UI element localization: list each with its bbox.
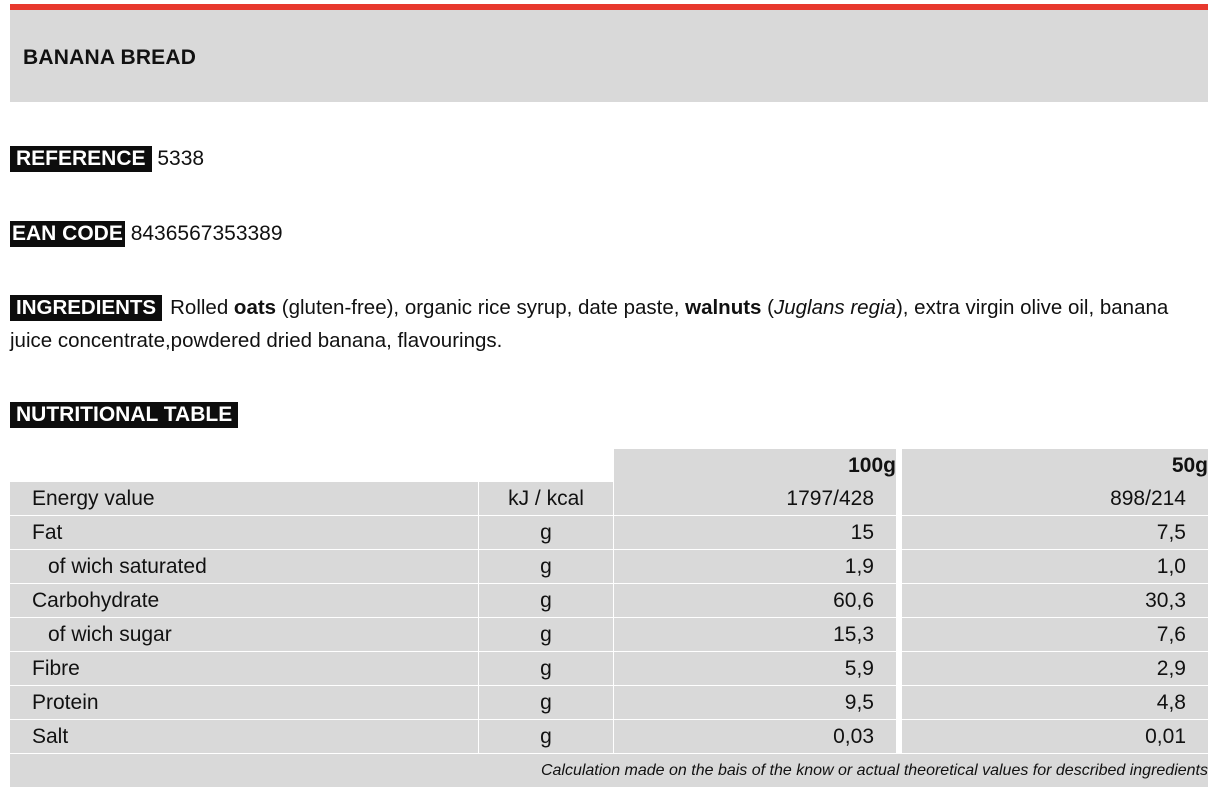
nutrient-unit: g: [479, 550, 614, 584]
ingredients-text-2: (gluten-free), organic rice syrup, date paste,: [276, 296, 686, 319]
value-50g: 30,3: [902, 584, 1208, 618]
ingredients-text-4: ), extra virgin olive oil, banana juice concentrate,powdered dried banana, flavourings.: [10, 296, 1169, 352]
nutrient-name: Carbohydrate: [10, 584, 479, 618]
table-row: [10, 482, 1208, 516]
ingredients-text-3: (: [761, 296, 774, 319]
value-100g: 15,3: [614, 618, 902, 652]
value-50g: 2,9: [902, 652, 1208, 686]
reference-label: REFERENCE: [10, 146, 152, 172]
ingredients-latin-name: Juglans regia: [774, 296, 896, 319]
value-100g: 15: [614, 516, 902, 550]
table-row: [10, 584, 1208, 618]
table-row: [10, 652, 1208, 686]
nutrient-unit: g: [479, 584, 614, 618]
calculation-note: Calculation made on the bais of the know or actual theoretical values for described ingredients: [10, 754, 1208, 787]
ingredients-text-1: Rolled: [170, 296, 234, 319]
header-blank: [10, 449, 614, 482]
nutrition-header-row: [10, 449, 1208, 482]
header-50g: 50g: [902, 449, 1208, 482]
value-100g: 0,03: [614, 720, 902, 754]
value-50g: 898/214: [902, 482, 1208, 516]
nutrient-name: Fibre: [10, 652, 479, 686]
nutrient-name: Energy value: [10, 482, 479, 516]
ingredients-oats: oats: [233, 296, 277, 319]
value-100g: 9,5: [614, 686, 902, 720]
value-50g: 7,6: [902, 618, 1208, 652]
value-50g: 1,0: [902, 550, 1208, 584]
ean-value: 8436567353389: [130, 222, 283, 245]
value-100g: 1,9: [614, 550, 902, 584]
nutrient-name: Protein: [10, 686, 479, 720]
header-100g: 100g: [614, 449, 902, 482]
value-50g: 4,8: [902, 686, 1208, 720]
nutrient-unit: kJ / kcal: [479, 482, 614, 516]
value-100g: 5,9: [614, 652, 902, 686]
nutrient-name: Fat: [10, 516, 479, 550]
nutrient-name: Salt: [10, 720, 479, 754]
nutrient-unit: g: [479, 720, 614, 754]
table-row: [10, 516, 1208, 550]
table-row: [10, 720, 1208, 754]
ingredients-walnuts: walnuts: [685, 296, 762, 319]
product-title: BANANA BREAD: [23, 46, 197, 69]
value-100g: 1797/428: [614, 482, 902, 516]
reference-value: 5338: [157, 147, 205, 170]
ean-line: [10, 222, 283, 246]
table-row: [10, 686, 1208, 720]
nutrient-unit: g: [479, 686, 614, 720]
value-50g: 0,01: [902, 720, 1208, 754]
nutrient-unit: g: [479, 652, 614, 686]
nutrition-table: [10, 449, 1208, 787]
ingredients-label: INGREDIENTS: [10, 295, 162, 321]
value-50g: 7,5: [902, 516, 1208, 550]
table-row: [10, 550, 1208, 584]
nutrient-unit: g: [479, 618, 614, 652]
value-100g: 60,6: [614, 584, 902, 618]
nutrient-name: of wich saturated: [10, 550, 479, 584]
ingredients-paragraph: [10, 291, 1202, 357]
nutrition-label: NUTRITIONAL TABLE: [10, 402, 238, 428]
ean-label: EAN CODE: [12, 222, 123, 245]
nutrient-name: of wich sugar: [10, 618, 479, 652]
nutrition-heading: [10, 403, 238, 427]
table-row: [10, 618, 1208, 652]
nutrient-unit: g: [479, 516, 614, 550]
calculation-note-row: [10, 754, 1208, 787]
reference-line: [10, 147, 204, 171]
